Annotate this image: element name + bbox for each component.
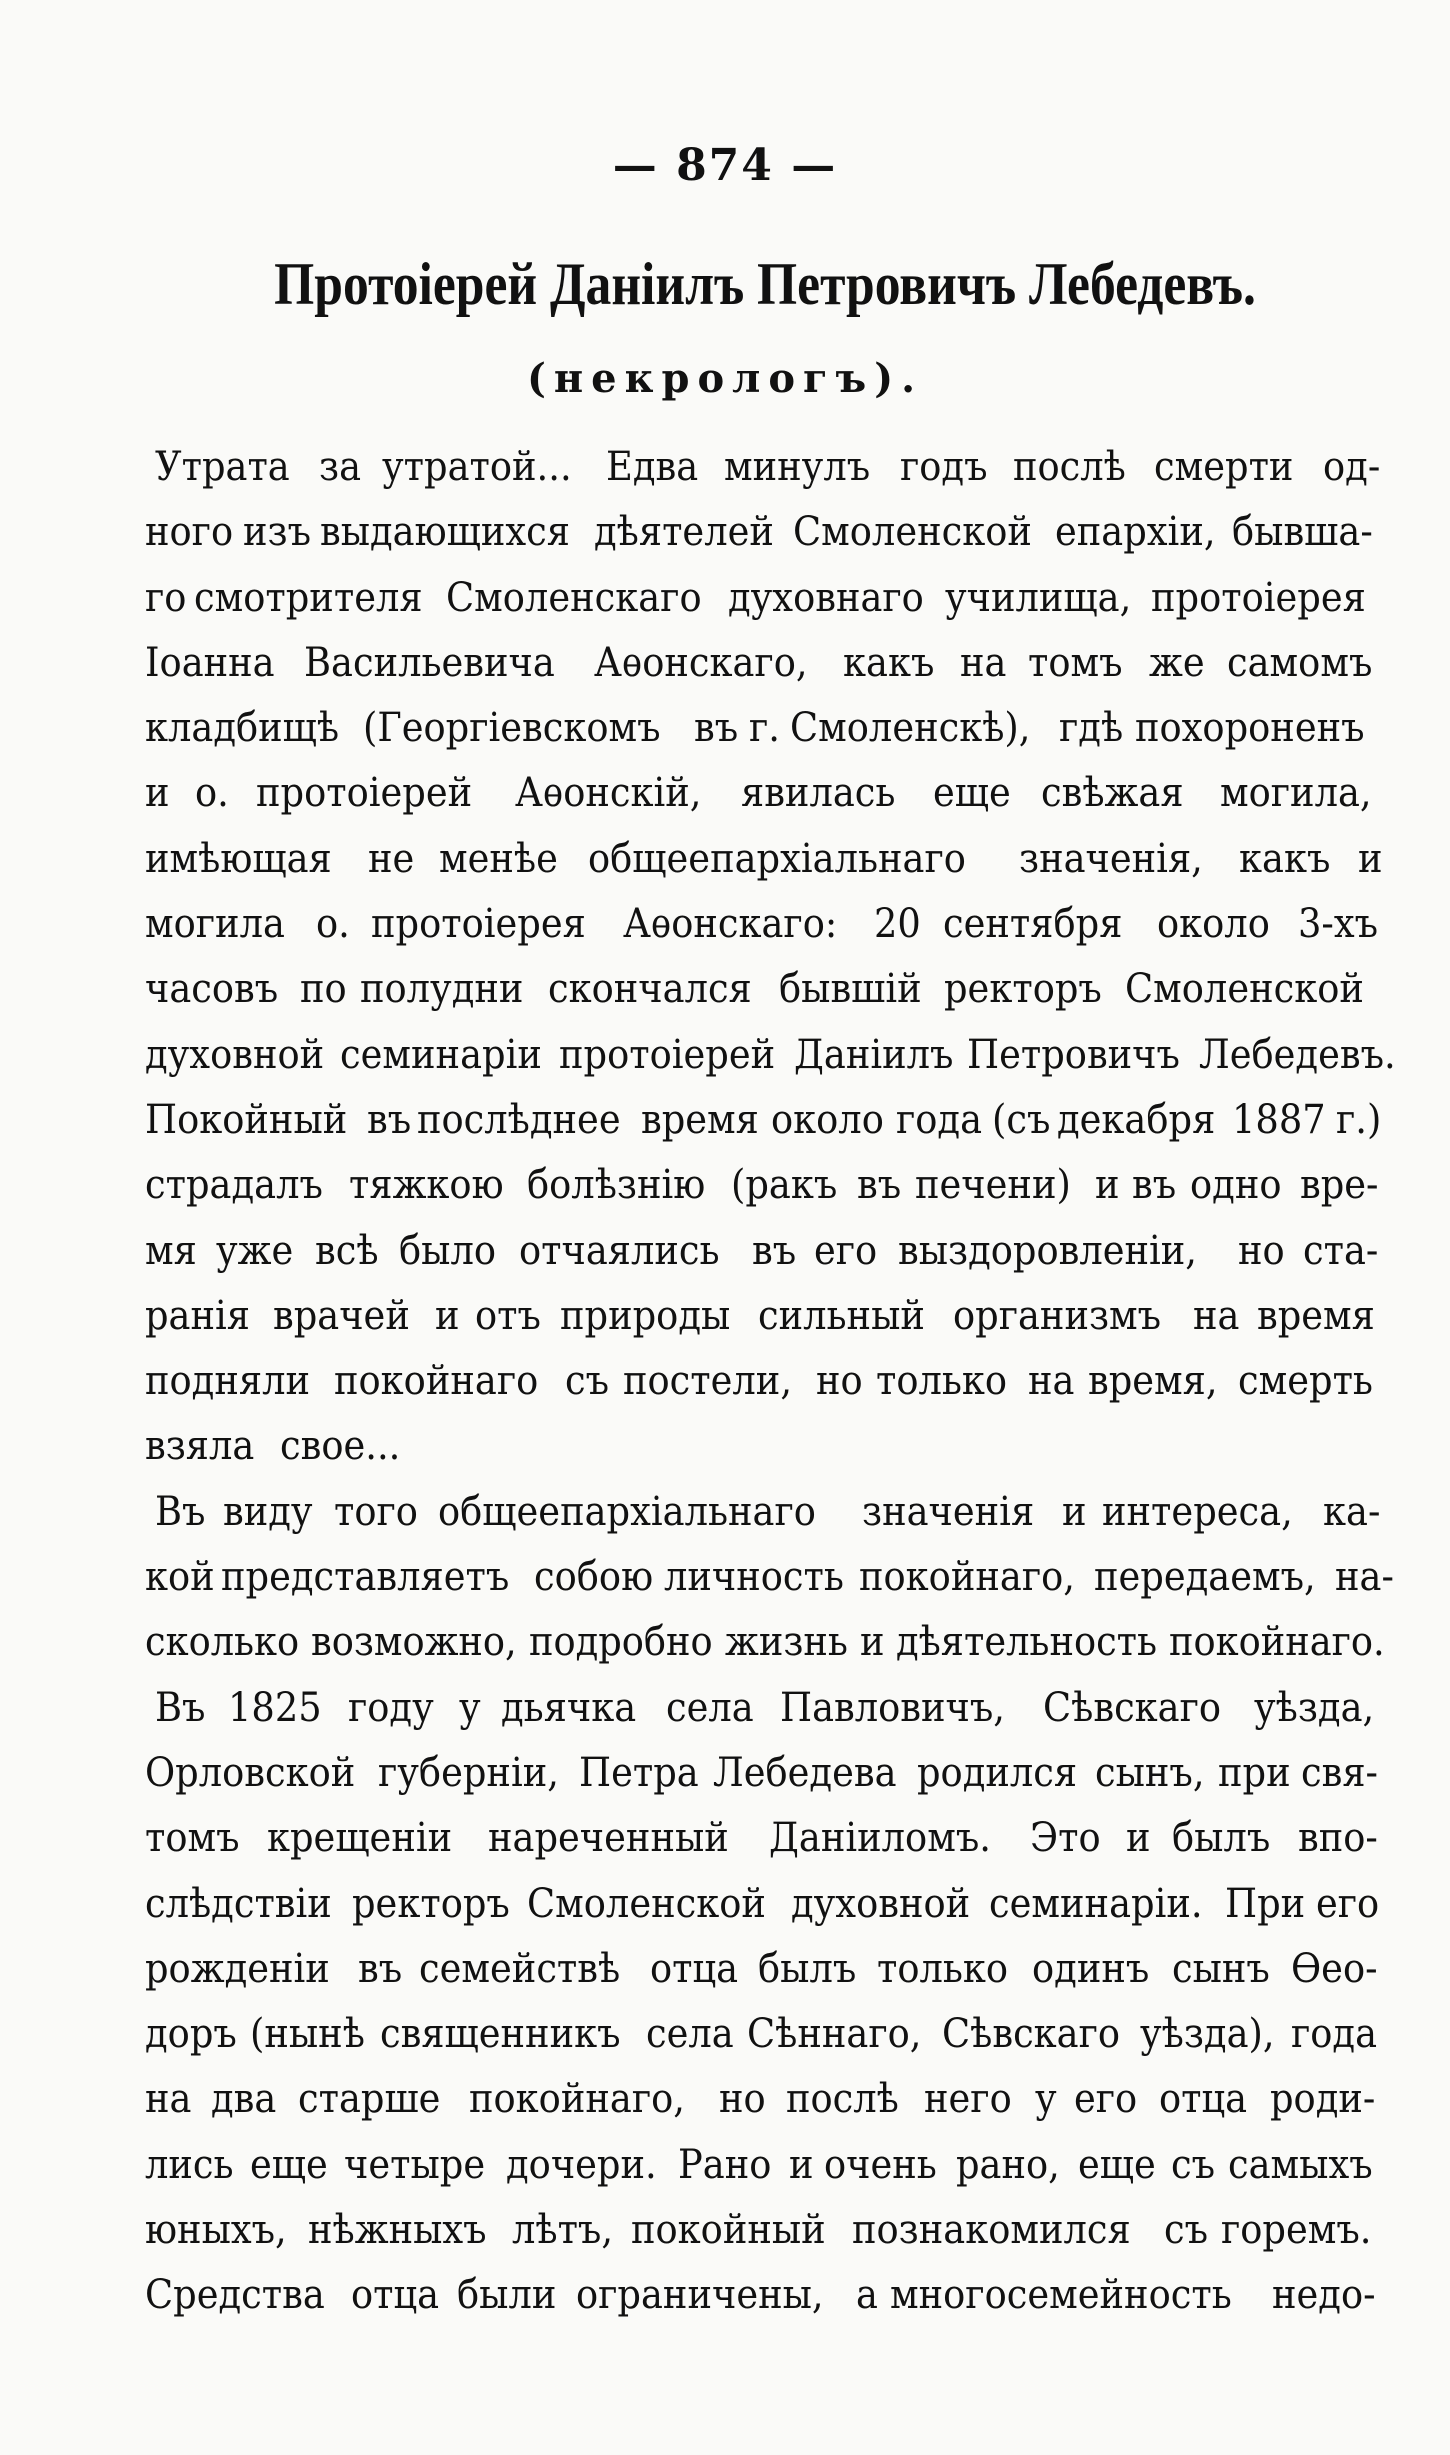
text-line <box>145 1153 1385 1218</box>
word: организмъ <box>953 1292 1162 1339</box>
text-line <box>145 1741 1385 1806</box>
word: могила <box>145 901 285 948</box>
word: (ракъ <box>731 1162 838 1209</box>
text-line <box>145 1937 1385 2002</box>
word: го <box>145 574 187 621</box>
word: на <box>145 2076 192 2123</box>
word: возможно, <box>311 1619 517 1666</box>
text-line <box>145 2002 1385 2067</box>
word: послѣ <box>1013 444 1127 490</box>
word: имѣющая <box>145 835 332 882</box>
word: духовной <box>145 1031 325 1078</box>
word: его <box>814 1227 878 1274</box>
word: Ѳео- <box>1290 1945 1378 1992</box>
word: года <box>895 1096 983 1143</box>
word: Смоленской <box>1125 966 1365 1013</box>
text-line <box>145 1872 1385 1937</box>
word: г. <box>749 705 780 752</box>
word: отца <box>351 2272 440 2319</box>
word: смерть <box>1238 1358 1374 1405</box>
word: од- <box>1322 444 1380 490</box>
word: взяла <box>145 1423 255 1470</box>
word: часовъ <box>145 966 279 1013</box>
text-line <box>145 1676 1385 1741</box>
word: и <box>1094 1162 1120 1209</box>
word: по <box>299 966 347 1013</box>
word: при <box>1218 1749 1291 1796</box>
word: же <box>1148 639 1205 686</box>
word: Средства <box>145 2272 325 2319</box>
word: Смоленской <box>792 509 1032 556</box>
word: тяжкою <box>348 1162 504 1209</box>
text-line <box>145 1806 1385 1871</box>
word: уѣзда), <box>1140 2011 1275 2058</box>
word: покойнаго, <box>468 2076 685 2123</box>
word: его <box>1316 1880 1380 1927</box>
word: рано, <box>955 2141 1060 2188</box>
text-line <box>145 696 1385 761</box>
word: сильный <box>758 1292 926 1339</box>
text-line <box>145 2198 1385 2263</box>
word: нареченный <box>487 1815 729 1862</box>
word: одно <box>1189 1162 1282 1209</box>
word: ста- <box>1303 1227 1379 1274</box>
word: выздоровленіи, <box>897 1227 1197 1274</box>
word: губерніи, <box>377 1749 559 1796</box>
text-line <box>145 827 1385 892</box>
word: сынъ, <box>1094 1749 1205 1796</box>
word: еще <box>250 2141 328 2188</box>
word: лись <box>145 2141 234 2188</box>
word: свѣжая <box>1041 770 1184 817</box>
article-title: Протоіерей Даніилъ Петровичъ Лебедевъ. <box>274 251 1256 317</box>
word: еще <box>1077 2141 1156 2188</box>
article-subtitle: (некрологъ). <box>526 355 924 402</box>
text-line <box>145 500 1385 565</box>
word: общеепархіальнаго <box>588 835 966 882</box>
word: свя- <box>1301 1749 1379 1796</box>
word: минулъ <box>723 444 871 490</box>
word: на <box>960 639 1007 686</box>
word: протоіерей <box>256 770 473 817</box>
word: на- <box>1334 1554 1394 1601</box>
word: о. <box>195 770 230 817</box>
word: Въ <box>155 1684 206 1731</box>
word: году <box>348 1684 434 1731</box>
text-line <box>145 435 1385 500</box>
article-body <box>145 435 1396 2329</box>
word: утратой... <box>382 444 573 490</box>
word: сентября <box>943 901 1123 948</box>
word: и <box>859 1619 885 1666</box>
text-line <box>145 1284 1385 1349</box>
word: Павловичъ, <box>779 1684 1005 1731</box>
word: рожденіи <box>145 1945 330 1992</box>
word: Аѳонскаго, <box>593 639 808 686</box>
word: покойнаго <box>333 1358 539 1405</box>
word: было <box>398 1227 496 1274</box>
word: юныхъ, <box>145 2207 287 2254</box>
text-line <box>145 1545 1394 1610</box>
text-line <box>145 761 1385 826</box>
word: у <box>1035 2076 1057 2123</box>
word: (съ <box>991 1096 1051 1143</box>
word: протоіерея <box>370 901 586 948</box>
word: печени) <box>915 1162 1071 1209</box>
word: лѣтъ, <box>511 2207 613 2254</box>
word: виду <box>223 1488 313 1535</box>
word: еще <box>933 770 1011 817</box>
word: Лебедевъ. <box>1198 1031 1396 1078</box>
word: болѣзнію <box>526 1162 706 1209</box>
word: многосемейность <box>890 2272 1233 2319</box>
word: смотрителя <box>194 574 423 621</box>
word: отъ <box>474 1292 541 1339</box>
text-line <box>145 566 1385 631</box>
word: годъ <box>900 444 988 490</box>
word: время <box>1256 1292 1375 1339</box>
word: отца <box>1158 2076 1248 2123</box>
text-line <box>145 1349 1385 1414</box>
word: Это <box>1029 1815 1101 1862</box>
text-line <box>145 2263 1385 2328</box>
word: сынъ <box>1172 1945 1270 1992</box>
word: 20 <box>874 901 921 948</box>
word: два <box>211 2076 277 2123</box>
word: самыхъ <box>1227 2141 1373 2188</box>
word: подняли <box>145 1358 310 1405</box>
word: горемъ. <box>1221 2207 1372 2254</box>
word: былъ <box>758 1945 857 1992</box>
word: Орловской <box>145 1749 356 1796</box>
word: села <box>666 1684 754 1731</box>
word: Рано <box>678 2141 772 2188</box>
word: подробно <box>529 1619 713 1666</box>
word: Смоленской <box>527 1880 767 1927</box>
word: Аѳонскаго: <box>622 901 837 948</box>
word: гдѣ <box>1058 705 1123 752</box>
word: (нынѣ <box>249 2011 365 2058</box>
word: него <box>924 2076 1012 2123</box>
word: При <box>1225 1880 1306 1927</box>
word: дѣятельность <box>896 1619 1158 1666</box>
word: покойнаго, <box>859 1554 1076 1601</box>
word: училища, <box>945 574 1132 621</box>
word: въ <box>367 1096 412 1143</box>
word: природы <box>559 1292 731 1339</box>
word: епархіи, <box>1054 509 1216 556</box>
word: на <box>1027 1358 1075 1405</box>
word: уже <box>216 1227 294 1274</box>
word: могила, <box>1220 770 1372 817</box>
word: скончался <box>547 966 752 1013</box>
word: въ <box>1131 1162 1176 1209</box>
word: протоіерея <box>1151 574 1367 621</box>
word: Покойный <box>145 1096 348 1143</box>
word: и <box>1062 1488 1087 1535</box>
word: (Георгіевскомъ <box>363 705 661 752</box>
word: и <box>1358 835 1383 882</box>
word: всѣ <box>314 1227 379 1274</box>
text-line <box>145 892 1385 957</box>
text-line <box>145 1414 1385 1479</box>
word: около <box>1156 901 1270 948</box>
word: духовнаго <box>728 574 925 621</box>
word: личность <box>663 1554 844 1601</box>
word: Васильевича <box>303 639 555 686</box>
word: кой <box>145 1554 215 1601</box>
word: съ <box>1170 2141 1215 2188</box>
word: около <box>771 1096 884 1143</box>
word: священникъ <box>379 2011 621 2058</box>
word: общеепархіальнаго <box>437 1488 816 1535</box>
text-line <box>145 1480 1385 1545</box>
word: познакомился <box>851 2207 1131 2254</box>
word: дьячка <box>501 1684 637 1731</box>
word: похороненъ <box>1135 705 1365 752</box>
word: ка- <box>1322 1488 1380 1535</box>
text-line <box>145 1023 1396 1088</box>
page-number: — 874 — <box>612 140 838 191</box>
word: самомъ <box>1226 639 1373 686</box>
word: послѣднее <box>417 1096 621 1143</box>
word: были <box>457 2272 557 2319</box>
word: кладбищѣ <box>145 705 340 752</box>
word: Лебедева <box>713 1749 897 1796</box>
word: недо- <box>1272 2272 1376 2319</box>
word: протоіерей <box>559 1031 776 1078</box>
word: свое... <box>279 1423 401 1470</box>
word: очень <box>824 2141 938 2188</box>
word: Петровичъ <box>967 1031 1181 1078</box>
word: Сѣвскаго <box>941 2011 1120 2058</box>
word: въ <box>693 705 738 752</box>
word: былъ <box>1171 1815 1271 1862</box>
word: крещеніи <box>267 1815 453 1862</box>
word: семействѣ <box>418 1945 620 1992</box>
word: значенія, <box>1018 835 1203 882</box>
word: но <box>815 1358 863 1405</box>
word: 3-хъ <box>1297 901 1378 948</box>
word: явилась <box>741 770 896 817</box>
word: представляетъ <box>220 1554 510 1601</box>
word: не <box>368 835 415 882</box>
word: въ <box>751 1227 796 1274</box>
word: о. <box>315 901 350 948</box>
word: Петра <box>578 1749 699 1796</box>
word: постели, <box>622 1358 792 1405</box>
word: изъ <box>243 509 312 556</box>
word: дочери. <box>505 2141 657 2188</box>
word: слѣдствіи <box>145 1880 332 1927</box>
word: и <box>434 1292 460 1339</box>
word: значенія <box>861 1488 1035 1535</box>
word: въ <box>358 1945 403 1992</box>
word: на <box>1192 1292 1240 1339</box>
word: села <box>646 2011 735 2058</box>
word: семинаріи <box>339 1031 542 1078</box>
word: Даніилъ <box>794 1031 954 1078</box>
word: того <box>333 1488 418 1535</box>
word: ранія <box>145 1292 251 1339</box>
word: впо- <box>1298 1815 1378 1862</box>
word: мя <box>145 1227 197 1274</box>
word: декабря <box>1057 1096 1216 1143</box>
word: какъ <box>1238 835 1331 882</box>
word: ограничены, <box>576 2272 824 2319</box>
text-line <box>145 2133 1385 2198</box>
word: за <box>319 444 362 490</box>
word: одинъ <box>1032 1945 1150 1992</box>
word: смерти <box>1153 444 1293 490</box>
word: покойный <box>630 2207 826 2254</box>
word: семинаріи. <box>989 1880 1203 1927</box>
word: менѣе <box>438 835 558 882</box>
word: время <box>640 1096 759 1143</box>
word: нѣжныхъ <box>308 2207 487 2254</box>
word: Аѳонскій, <box>514 770 702 817</box>
word: въ <box>856 1162 901 1209</box>
word: но <box>719 2076 766 2123</box>
word: г.) <box>1335 1096 1381 1143</box>
word: Сѣннаго, <box>746 2011 922 2058</box>
word: покойнаго. <box>1169 1619 1386 1666</box>
word: томъ <box>1028 639 1124 686</box>
word: интереса, <box>1102 1488 1293 1535</box>
word: роди- <box>1270 2076 1376 2123</box>
word: 1825 <box>228 1684 322 1731</box>
word: Даніиломъ. <box>768 1815 991 1862</box>
word: какъ <box>843 639 935 686</box>
text-line <box>145 1088 1385 1153</box>
text-line <box>145 631 1385 696</box>
word: собою <box>534 1554 654 1601</box>
word: съ <box>1164 2207 1209 2254</box>
word: отчаялись <box>518 1227 720 1274</box>
word: сколько <box>145 1619 300 1666</box>
word: передаемъ, <box>1093 1554 1316 1601</box>
text-line <box>145 1610 1385 1675</box>
word: Едва <box>606 444 699 490</box>
word: ректоръ <box>351 1880 510 1927</box>
word: четыре <box>343 2141 485 2188</box>
text-line <box>145 1219 1385 1284</box>
word: 1887 <box>1231 1096 1326 1143</box>
word: полудни <box>360 966 524 1013</box>
word: года <box>1291 2011 1378 2058</box>
word: и <box>145 770 170 817</box>
word: врачей <box>272 1292 410 1339</box>
word: отца <box>649 1945 738 1992</box>
word: вре- <box>1299 1162 1379 1209</box>
word: родился <box>916 1749 1077 1796</box>
word: томъ <box>145 1815 240 1862</box>
word: съ <box>565 1358 610 1405</box>
word: а <box>855 2272 878 2319</box>
word: выдающихся <box>320 509 570 556</box>
word: Въ <box>155 1488 206 1535</box>
word: бывшій <box>779 966 922 1013</box>
text-line <box>145 2067 1385 2132</box>
word: бывша- <box>1232 509 1373 556</box>
word: доръ <box>145 2011 237 2058</box>
word: и <box>788 2141 814 2188</box>
word: только <box>875 1358 1008 1405</box>
word: ного <box>145 509 234 556</box>
word: Утрата <box>155 444 290 490</box>
word: и <box>1125 1815 1151 1862</box>
word: но <box>1237 1227 1285 1274</box>
word: страдалъ <box>145 1162 323 1209</box>
word: только <box>877 1945 1009 1992</box>
word: Сѣвскаго <box>1042 1684 1221 1731</box>
word: уѣзда, <box>1254 1684 1375 1731</box>
word: духовной <box>790 1880 970 1927</box>
word: старше <box>298 2076 441 2123</box>
word: его <box>1074 2076 1138 2123</box>
word: Смоленскаго <box>446 574 703 621</box>
word: Іоанна <box>145 639 275 686</box>
word: ректоръ <box>943 966 1102 1013</box>
word: у <box>459 1684 482 1731</box>
word: послѣ <box>785 2076 899 2123</box>
word: время, <box>1087 1358 1218 1405</box>
word: жизнь <box>724 1619 848 1666</box>
word: дѣятелей <box>594 509 775 556</box>
text-line <box>145 957 1385 1022</box>
word: Смоленскѣ), <box>789 705 1031 752</box>
